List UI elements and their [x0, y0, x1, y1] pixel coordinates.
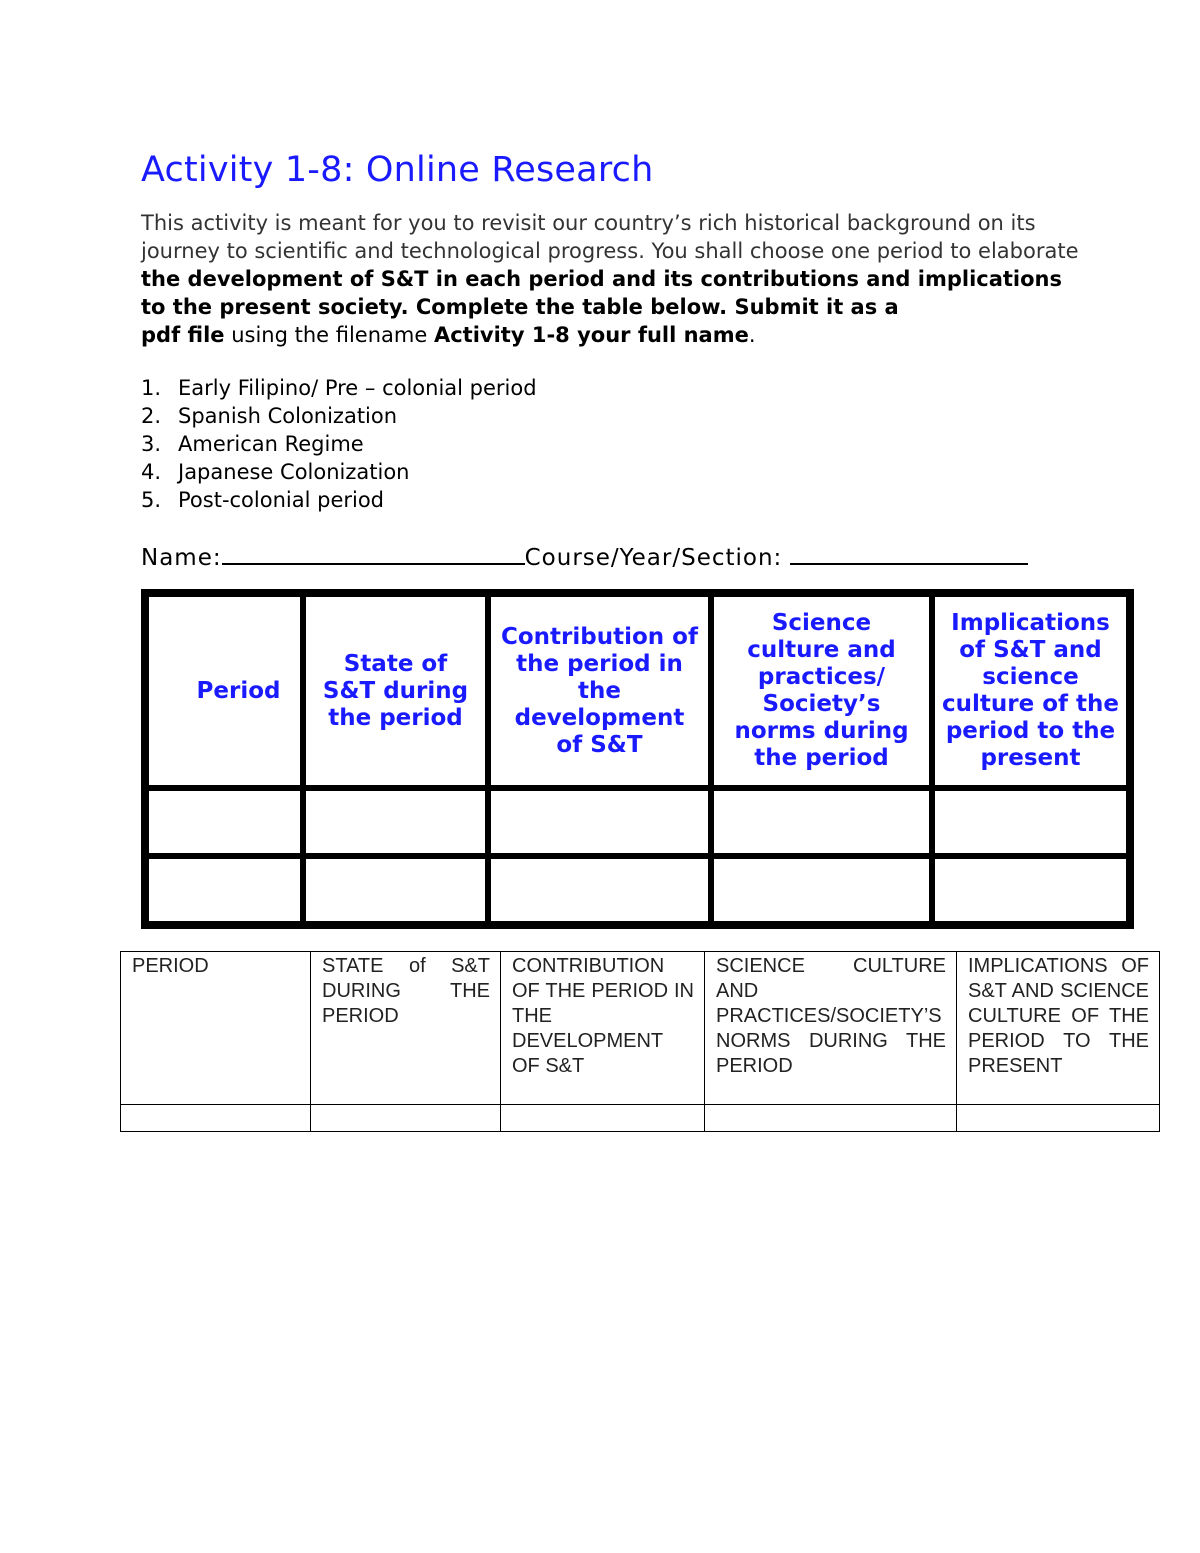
period-list [141, 374, 537, 514]
list-label: American Regime [178, 432, 364, 456]
intro-filename: Activity 1-8 your full name [433, 323, 749, 347]
table-cell[interactable] [932, 788, 1129, 856]
course-label: Course/Year/Section: [524, 545, 783, 571]
intro-text: This activity is meant for you to revisit our country’s rich historical background on its journey to scientific and technological progress. You shall choose one period to elaborate [141, 211, 1079, 263]
header-implications: IMPLICATIONS OF S&T AND SCIENCE CULTURE OF THE PERIOD TO THE PRESENT [957, 952, 1160, 1105]
list-item [141, 430, 537, 458]
page-title: Activity 1-8: Online Research [141, 150, 654, 190]
intro-bold-text: the development of S&T in each period and its contributions and implications to the present society. Complete the table below. Submit it as a [141, 267, 1063, 319]
list-number: 3. [141, 432, 162, 456]
header-period: Period [146, 594, 303, 788]
intro-text-filename: using the filename [224, 323, 434, 347]
header-contribution: CONTRIBUTION OF THE PERIOD IN THE DEVELOPMENT OF S&T [501, 952, 705, 1105]
list-number: 1. [141, 376, 162, 400]
list-label: Post-colonial period [178, 488, 385, 512]
name-label: Name: [141, 545, 222, 571]
header-state: State of S&T during the period [303, 594, 488, 788]
table-cell[interactable] [121, 1105, 311, 1132]
header-state: STATE of S&T DURING THE PERIOD [311, 952, 501, 1105]
table-row [146, 788, 1129, 856]
list-number: 4. [141, 460, 162, 484]
research-table-plain [120, 951, 1160, 1132]
header-period: PERIOD [121, 952, 311, 1105]
table-cell[interactable] [705, 1105, 957, 1132]
table-row [121, 1105, 1160, 1132]
name-course-line [141, 543, 1028, 571]
intro-paragraph [141, 209, 1091, 349]
intro-end: . [748, 323, 756, 347]
table-cell[interactable] [146, 856, 303, 924]
list-item [141, 486, 537, 514]
list-label: Spanish Colonization [178, 404, 398, 428]
table-cell[interactable] [932, 856, 1129, 924]
list-number: 5. [141, 488, 162, 512]
intro-pdf-file: pdf file [141, 323, 225, 347]
table-cell[interactable] [311, 1105, 501, 1132]
list-item [141, 458, 537, 486]
table-cell[interactable] [488, 788, 711, 856]
research-table [141, 589, 1134, 929]
header-science-culture: SCIENCE CULTURE AND PRACTICES/SOCIETY’S NORMS DURING THE PERIOD [705, 952, 957, 1105]
name-field[interactable] [222, 543, 525, 565]
table-cell[interactable] [711, 788, 932, 856]
list-number: 2. [141, 404, 162, 428]
table-cell[interactable] [711, 856, 932, 924]
table-cell[interactable] [303, 856, 488, 924]
list-item [141, 374, 537, 402]
table-header-row [146, 594, 1129, 788]
list-label: Japanese Colonization [178, 460, 410, 484]
course-field[interactable] [790, 543, 1028, 565]
list-label: Early Filipino/ Pre – colonial period [178, 376, 537, 400]
header-contribution: Contribution of the period in the development of S&T [488, 594, 711, 788]
header-science-culture: Science culture and practices/ Society’s norms during the period [711, 594, 932, 788]
table-cell[interactable] [488, 856, 711, 924]
table-header-row [121, 952, 1160, 1105]
table-cell[interactable] [501, 1105, 705, 1132]
list-item [141, 402, 537, 430]
table-row [146, 856, 1129, 924]
table-cell[interactable] [146, 788, 303, 856]
table-cell[interactable] [957, 1105, 1160, 1132]
table-cell[interactable] [303, 788, 488, 856]
header-implications: Implications of S&T and science culture of the period to the present [932, 594, 1129, 788]
